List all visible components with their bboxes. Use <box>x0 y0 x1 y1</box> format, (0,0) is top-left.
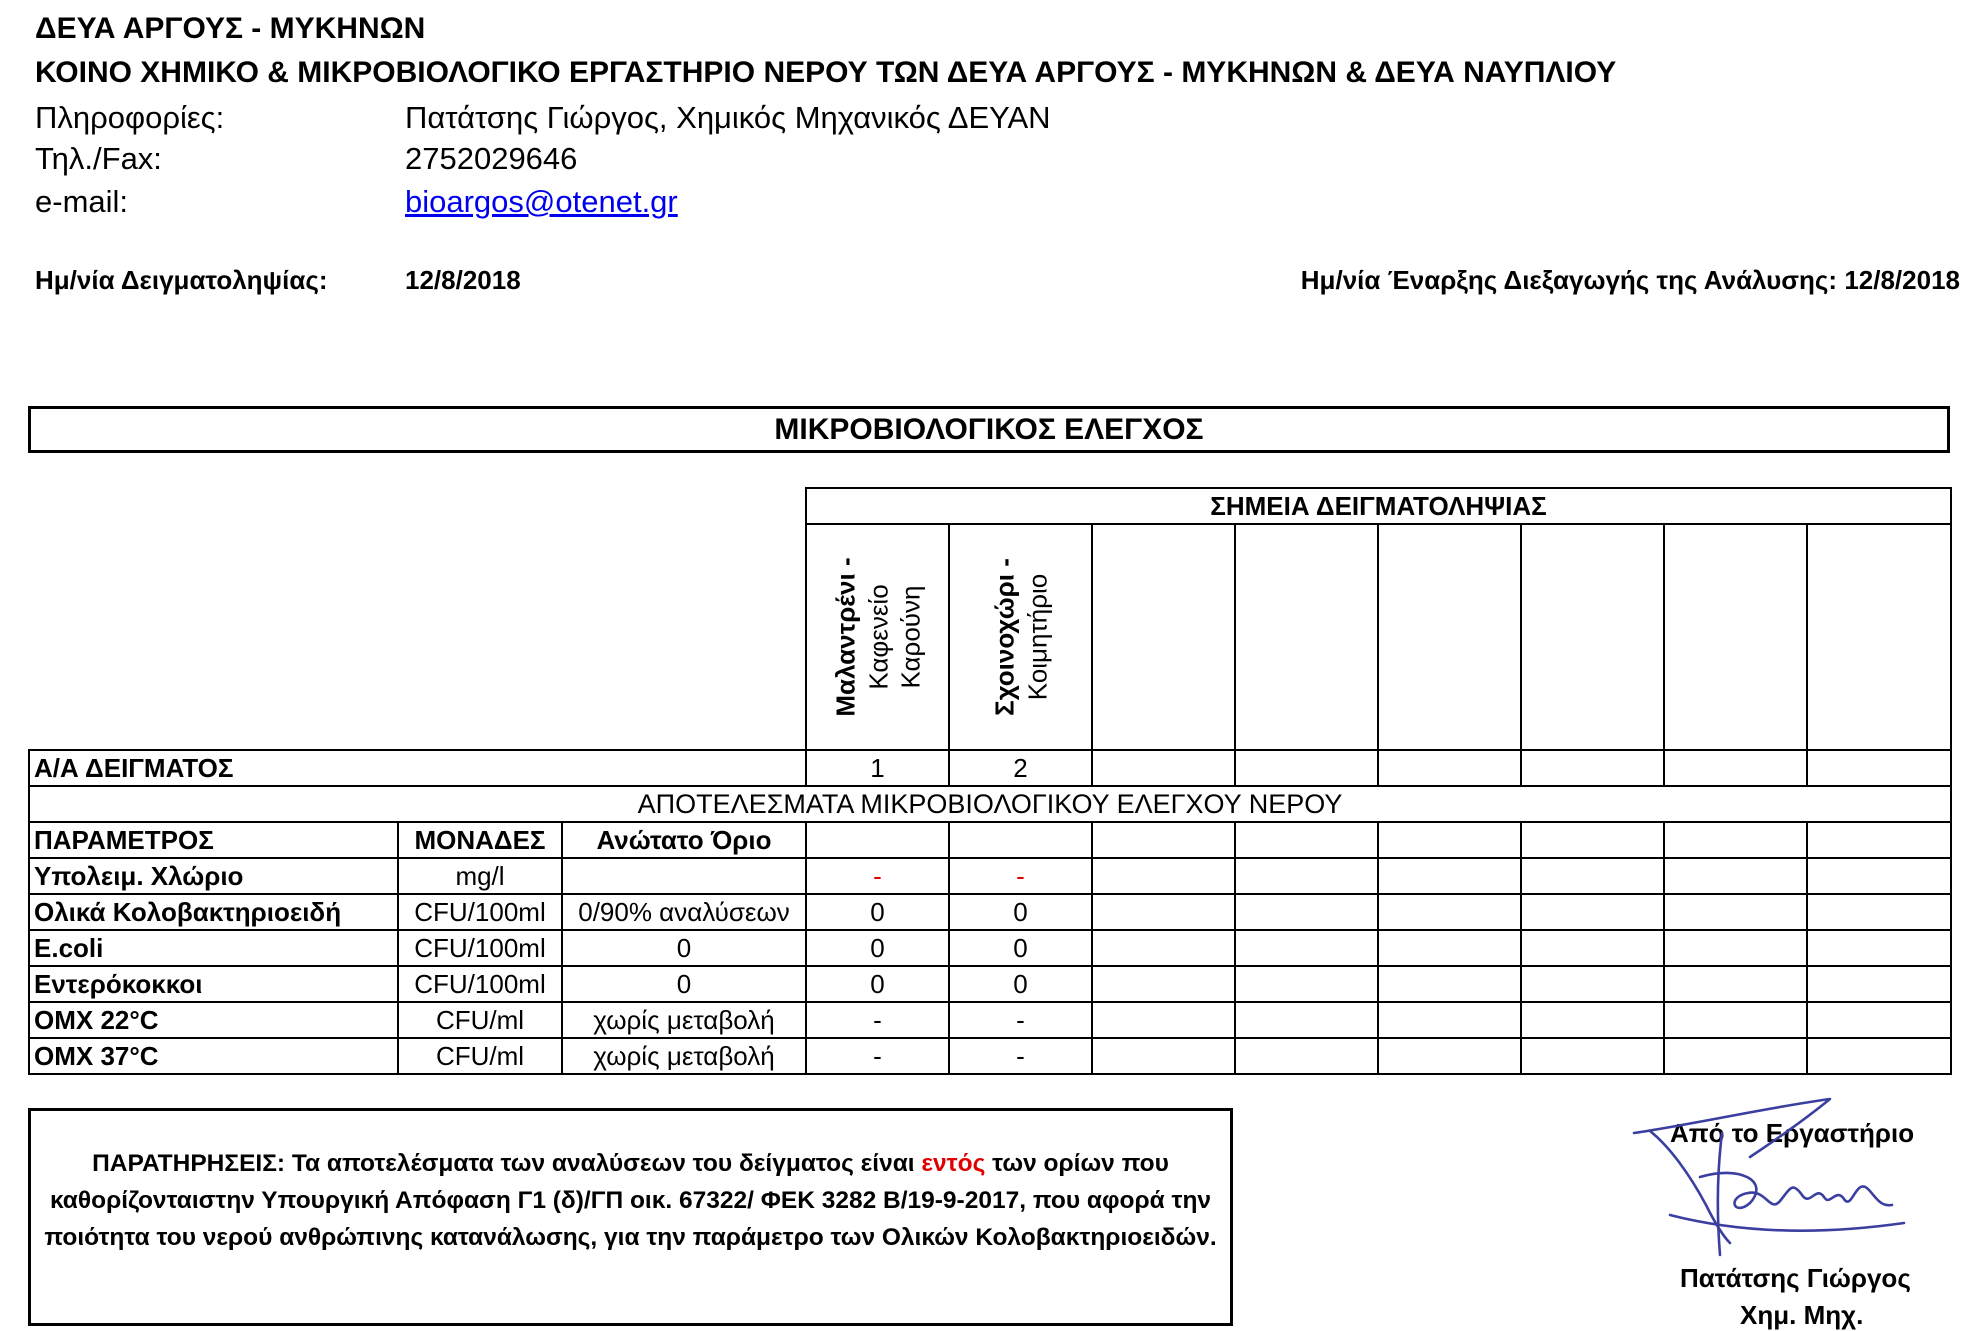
result-value-1: - <box>806 1002 949 1038</box>
signatory-name: Πατάτσης Γιώργος <box>1680 1263 1911 1293</box>
param-limit: 0 <box>562 930 806 966</box>
sample-number-empty <box>1664 750 1807 786</box>
param-limit: 0/90% αναλύσεων <box>562 894 806 930</box>
param-name: Ολικά Κολοβακτηριοειδή <box>29 894 398 930</box>
param-name: E.coli <box>29 930 398 966</box>
point-1-header <box>806 524 949 750</box>
sampling-date-label: Ημ/νία Δειγματοληψίας: <box>35 265 328 295</box>
remarks-box <box>28 1108 1233 1326</box>
remarks-text-1: ΠΑΡΑΤΗΡΗΣΕΙΣ: Τα αποτελέσματα των αναλύσεων του δείγματος είναι <box>92 1150 922 1177</box>
result-value-2: 0 <box>949 894 1092 930</box>
result-value-2: - <box>949 1038 1092 1074</box>
param-units: mg/l <box>398 858 562 894</box>
email-link[interactable]: bioargos@otenet.gr <box>405 184 678 219</box>
blank-corner <box>29 488 806 750</box>
param-units: CFU/100ml <box>398 966 562 1002</box>
sample-number-2: 2 <box>949 750 1092 786</box>
lab-title: ΚΟΙΝΟ ΧΗΜΙΚΟ & ΜΙΚΡΟΒΙΟΛΟΓΙΚΟ ΕΡΓΑΣΤΗΡΙΟ ΝΕΡΟΥ ΤΩΝ ΔΕΥΑ ΑΡΓΟΥΣ - ΜΥΚΗΝΩΝ & ΔΕΥΑ ΝΑΥΠΛΙΟΥ <box>35 56 1617 89</box>
param-name: ΟΜΧ 37°C <box>29 1038 398 1074</box>
param-name: ΟΜΧ 22°C <box>29 1002 398 1038</box>
table-row <box>29 858 1951 894</box>
handwritten-signature <box>1630 1085 1920 1275</box>
signatory-title: Χημ. Μηχ. <box>1740 1300 1864 1330</box>
result-value-1: 0 <box>806 930 949 966</box>
results-header: ΑΠΟΤΕΛΕΣΜΑΤΑ ΜΙΚΡΟΒΙΟΛΟΓΙΚΟΥ ΕΛΕΓΧΟΥ ΝΕΡΟΥ <box>29 786 1951 822</box>
param-units: CFU/ml <box>398 1002 562 1038</box>
result-value-1: 0 <box>806 966 949 1002</box>
param-name: Υπολειμ. Χλώριο <box>29 858 398 894</box>
result-value-2: 0 <box>949 966 1092 1002</box>
result-value-2: - <box>949 858 1092 894</box>
section-title: ΜΙΚΡΟΒΙΟΛΟΓΙΚΟΣ ΕΛΕΓΧΟΣ <box>774 413 1204 446</box>
param-units: CFU/100ml <box>398 930 562 966</box>
point-header-empty <box>1807 524 1951 750</box>
point-header-empty <box>1378 524 1521 750</box>
org-title: ΔΕΥΑ ΑΡΓΟΥΣ - ΜΥΚΗΝΩΝ <box>35 12 426 45</box>
remarks-text-2: των ορίων που καθορίζονταιστην Υπουργική Απόφαση Γ1 (δ)/ΓΠ οικ. 67322/ ΦΕΚ 3282 Β/19-9-2017, που αφορά την ποιότητα του νερού ανθρώπινης κατανάλωσης, για την παράμετρο των Ολικών Κολοβακτηριοειδών. <box>44 1150 1217 1251</box>
sample-number-empty <box>1521 750 1664 786</box>
tel-value: 2752029646 <box>405 141 578 176</box>
table-row <box>29 966 1951 1002</box>
analysis-date: Ημ/νία Έναρξης Διεξαγωγής της Ανάλυσης: 12/8/2018 <box>1300 265 1960 295</box>
info-label: Πληροφορίες: <box>35 100 225 135</box>
points-header: ΣΗΜΕΙΑ ΔΕΙΓΜΑΤΟΛΗΨΙΑΣ <box>806 488 1951 524</box>
col-param-header: ΠΑΡΑΜΕΤΡΟΣ <box>29 822 398 858</box>
col-limit-header: Ανώτατο Όριο <box>562 822 806 858</box>
point-header-empty <box>1092 524 1235 750</box>
point-header-empty <box>1235 524 1378 750</box>
result-value-1: - <box>806 1038 949 1074</box>
col-units-header: ΜΟΝΑΔΕΣ <box>398 822 562 858</box>
sample-number-1: 1 <box>806 750 949 786</box>
info-value: Πατάτσης Γιώργος, Χημικός Μηχανικός ΔΕΥΑΝ <box>405 100 1051 135</box>
point-2-name: Σχοινοχώρι - Κοιμητήριο <box>989 558 1052 716</box>
sample-number-empty <box>1378 750 1521 786</box>
point-2-header <box>949 524 1092 750</box>
result-value-1: 0 <box>806 894 949 930</box>
sample-row-label: Α/Α ΔΕΙΓΜΑΤΟΣ <box>29 750 806 786</box>
param-units: CFU/ml <box>398 1038 562 1074</box>
section-title-box <box>28 406 1950 453</box>
result-value-1: - <box>806 858 949 894</box>
param-units: CFU/100ml <box>398 894 562 930</box>
email-label: e-mail: <box>35 184 129 219</box>
point-header-empty <box>1664 524 1807 750</box>
result-value-2: 0 <box>949 930 1092 966</box>
sampling-date-value: 12/8/2018 <box>405 265 521 295</box>
param-limit: 0 <box>562 966 806 1002</box>
from-lab-label: Από το Εργαστήριο <box>1670 1118 1915 1148</box>
remarks-highlight: εντός <box>921 1150 986 1177</box>
point-1-name: Μαλαντρένι - Καφενείο Καρούνη <box>829 557 925 717</box>
param-limit <box>562 858 806 894</box>
table-row <box>29 1002 1951 1038</box>
table-row <box>29 1038 1951 1074</box>
table-row <box>29 894 1951 930</box>
param-name: Εντερόκοκκοι <box>29 966 398 1002</box>
sample-number-empty <box>1807 750 1951 786</box>
result-value-2: - <box>949 1002 1092 1038</box>
sample-number-empty <box>1092 750 1235 786</box>
table-row <box>29 930 1951 966</box>
results-table <box>28 487 1952 1075</box>
tel-label: Τηλ./Fax: <box>35 141 162 176</box>
param-limit: χωρίς μεταβολή <box>562 1002 806 1038</box>
param-limit: χωρίς μεταβολή <box>562 1038 806 1074</box>
point-header-empty <box>1521 524 1664 750</box>
sample-number-empty <box>1235 750 1378 786</box>
